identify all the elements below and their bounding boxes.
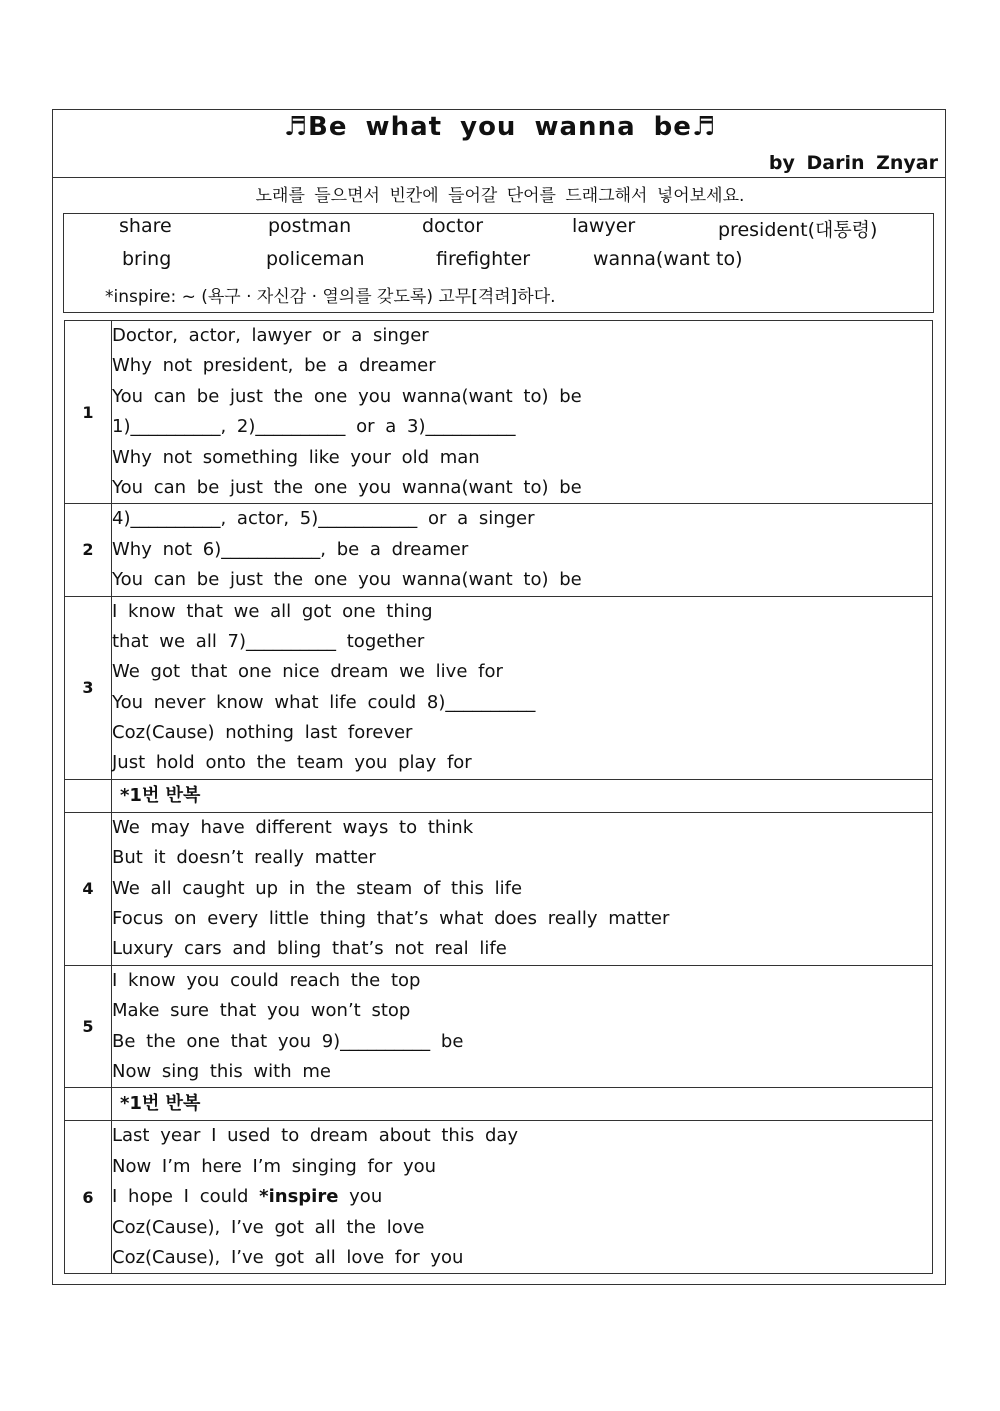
verse-row [65, 504, 933, 596]
lyric-line: We all caught up in the steam of this life [112, 877, 523, 899]
lyric-line: We may have different ways to think [112, 816, 474, 838]
lyric-line: that we all 7)__________ together [112, 630, 425, 652]
lyric-line: Coz(Cause), I’ve got all love for you [112, 1246, 464, 1268]
word-bank-item[interactable]: firefighter [436, 248, 531, 270]
lyric-line: I know that we all got one thing [112, 600, 433, 622]
repeat-note: *1번 반복 [120, 1093, 201, 1115]
lyric-line: Just hold onto the team you play for [112, 752, 472, 774]
lyric-line: But it doesn’t really matter [112, 847, 376, 869]
lyric-line: Be the one that you 9)__________ be [112, 1030, 464, 1052]
lyric-line: You can be just the one you wanna(want to) be [112, 569, 582, 591]
verse-number: 1 [65, 321, 112, 504]
verse-row [65, 1121, 933, 1274]
verse-row [65, 321, 933, 504]
verse-lines [112, 1121, 933, 1274]
word-bank-item[interactable]: bring [122, 248, 172, 270]
lyric-line: I know you could reach the top [112, 969, 421, 991]
verse-row [65, 812, 933, 965]
lyric-line: 1)__________, 2)__________ or a 3)__________ [112, 416, 516, 438]
artist-byline: by Darin Znyar [768, 152, 938, 174]
verse-lines [112, 596, 933, 779]
lyric-line: Luxury cars and bling that’s not real life [112, 938, 507, 960]
repeat-row [65, 1088, 933, 1121]
word-bank-item[interactable]: wanna(want to) [593, 248, 743, 270]
lyric-line: Now I’m here I’m singing for you [112, 1155, 437, 1177]
verse-number: 4 [65, 812, 112, 965]
verse-number: 3 [65, 596, 112, 779]
word-bank-item[interactable]: president(대통령) [718, 219, 878, 241]
word-bank-item[interactable]: doctor [422, 215, 484, 237]
verse-number [65, 1088, 112, 1121]
word-bank-item[interactable]: postman [268, 215, 352, 237]
song-title: ♬Be what you wanna be♬ [283, 112, 717, 142]
lyric-line: Coz(Cause), I’ve got all the love [112, 1216, 425, 1238]
lyric-line: Last year I used to dream about this day [112, 1125, 519, 1147]
lyric-line: You can be just the one you wanna(want to) be [112, 476, 582, 498]
lyric-text: you [338, 1186, 383, 1208]
vocab-note: *inspire: ~ (욕구 · 자신감 · 열의를 갖도록) 고무[격려]하다. [105, 287, 556, 307]
lyric-line: 4)__________, actor, 5)___________ or a singer [112, 508, 535, 530]
repeat-note: *1번 반복 [120, 784, 201, 806]
verse-number: 6 [65, 1121, 112, 1274]
verse-number [65, 779, 112, 812]
word-bank-item[interactable]: policeman [266, 248, 365, 270]
divider [52, 177, 946, 178]
verse-number: 5 [65, 965, 112, 1088]
lyric-line: You never know what life could 8)__________ [112, 691, 536, 713]
verse-lines [112, 812, 933, 965]
lyric-line: Focus on every little thing that’s what does really matter [112, 908, 670, 930]
lyric-line: Doctor, actor, lawyer or a singer [112, 325, 429, 346]
lyric-line: Why not something like your old man [112, 446, 480, 468]
verse-row [65, 965, 933, 1088]
lyric-text: I hope I could [112, 1186, 260, 1208]
lyric-line: Now sing this with me [112, 1060, 331, 1082]
repeat-row [65, 779, 933, 812]
word-bank-item[interactable]: lawyer [572, 215, 636, 237]
lyric-line: Coz(Cause) nothing last forever [112, 722, 413, 744]
verse-number: 2 [65, 504, 112, 596]
verse-lines [112, 965, 933, 1088]
verse-lines [112, 504, 933, 596]
lyric-line: Make sure that you won’t stop [112, 1000, 411, 1022]
lyric-line: You can be just the one you wanna(want to) be [112, 385, 582, 407]
instruction-text: 노래를 들으면서 빈칸에 들어갈 단어를 드래그해서 넣어보세요. [255, 186, 745, 206]
verse-lines [112, 321, 933, 504]
verse-lines [112, 1088, 933, 1121]
verse-lines [112, 779, 933, 812]
inspire-keyword: *inspire [259, 1186, 339, 1208]
lyric-line [112, 1182, 932, 1212]
lyric-line: Why not president, be a dreamer [112, 355, 436, 377]
verse-row [65, 596, 933, 779]
lyrics-table [64, 320, 933, 1274]
word-bank-item[interactable]: share [119, 215, 172, 237]
lyric-line: Why not 6)___________, be a dreamer [112, 538, 469, 560]
lyric-line: We got that one nice dream we live for [112, 661, 503, 683]
